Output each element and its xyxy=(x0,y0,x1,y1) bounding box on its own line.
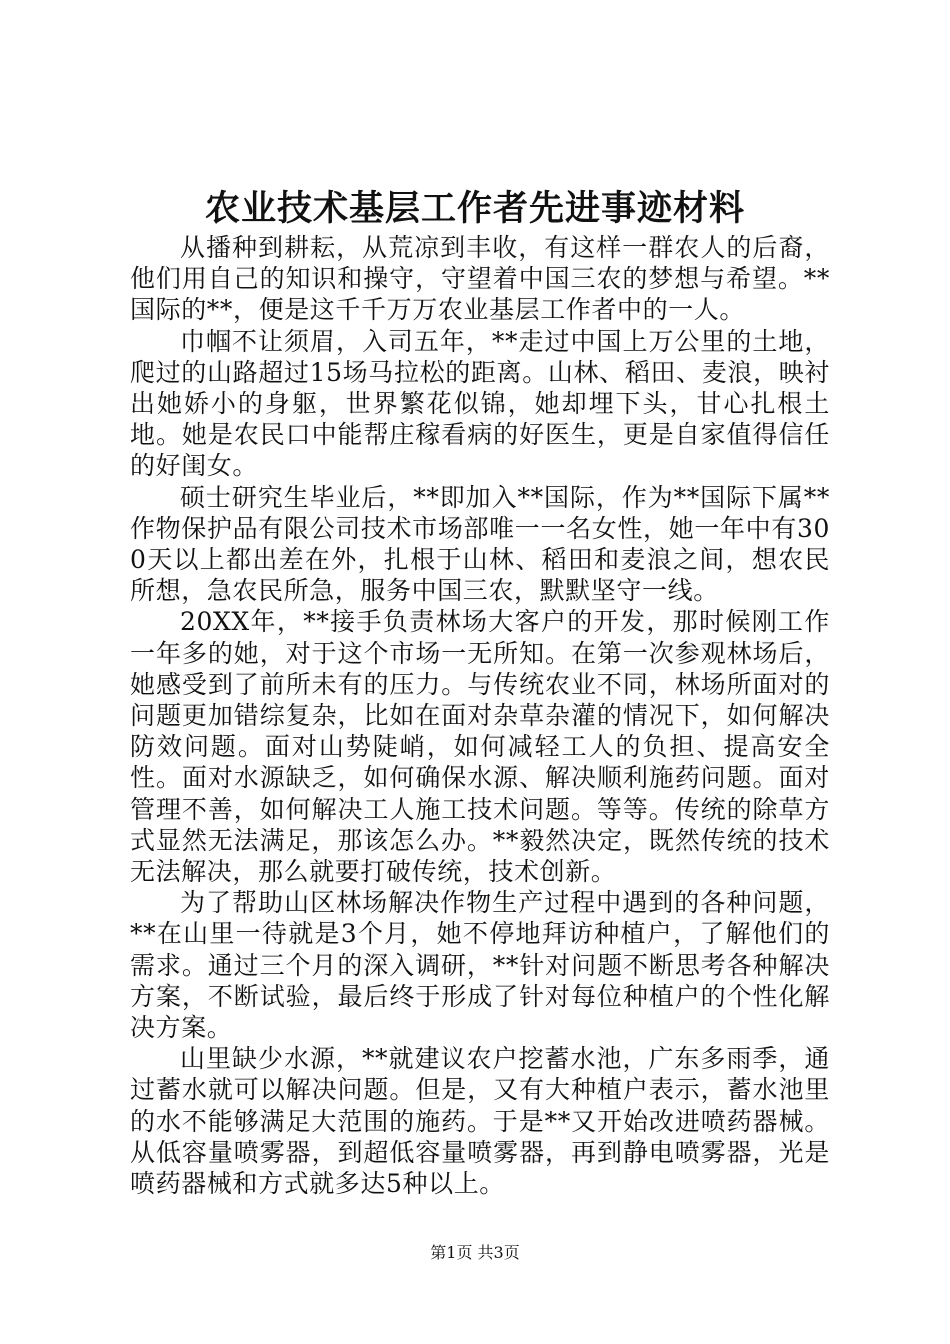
paragraph-5: 为了帮助山区林场解决作物生产过程中遇到的各种问题，**在山里一待就是3个月，她不停地拜访种植户，了解他们的需求。通过三个月的深入调研，**针对问题不断思考各种解决方案，不断试验，最后终于形成了针对每位种植户的个性化解决方案。 xyxy=(130,888,830,1043)
paragraph-3: 硕士研究生毕业后，**即加入**国际，作为**国际下属**作物保护品有限公司技术市场部唯一一名女性，她一年中有300天以上都出差在外，扎根于山林、稻田和麦浪之间，想农民所想，急农民所急，服务中国三农，默默坚守一线。 xyxy=(130,482,830,606)
page-footer: 第1页 共3页 xyxy=(430,1243,520,1262)
document-title: 农业技术基层工作者先进事迹材料 xyxy=(204,188,745,229)
paragraph-1: 从播种到耕耘，从荒凉到丰收，有这样一群农人的后裔，他们用自己的知识和操守，守望着中国三农的梦想与希望。**国际的**，便是这千千万万农业基层工作者中的一人。 xyxy=(130,233,830,325)
paragraph-6: 山里缺少水源，**就建议农户挖蓄水池，广东多雨季，通过蓄水就可以解决问题。但是，又有大种植户表示，蓄水池里的水不能够满足大范围的施药。于是**又开始改进喷药器械。从低容量喷雾器，到超低容量喷雾器，再到静电喷雾器，光是喷药器械和方式就多达5种以上。 xyxy=(130,1044,830,1199)
paragraph-4: 20XX年，**接手负责林场大客户的开发，那时候刚工作一年多的她，对于这个市场一无所知。在第一次参观林场后，她感受到了前所未有的压力。与传统农业不同，林场所面对的问题更加错综复杂，比如在面对杂草杂灌的情况下，如何解决防效问题。面对山势陡峭，如何减轻工人的负担、提高安全性。面对水源缺乏，如何确保水源、解决顺利施药问题。面对管理不善，如何解决工人施工技术问题。等等。传统的除草方式显然无法满足，那该怎么办。**毅然决定，既然传统的技术无法解决，那么就要打破传统，技术创新。 xyxy=(130,607,830,887)
paragraph-2: 巾帼不让须眉，入司五年，**走过中国上万公里的土地，爬过的山路超过15场马拉松的距离。山林、稻田、麦浪，映衬出她娇小的身躯，世界繁花似锦，她却埋下头，甘心扎根土地。她是农民口中能帮庄稼看病的好医生，更是自家值得信任的好闺女。 xyxy=(130,326,830,481)
document-body xyxy=(130,232,830,1199)
